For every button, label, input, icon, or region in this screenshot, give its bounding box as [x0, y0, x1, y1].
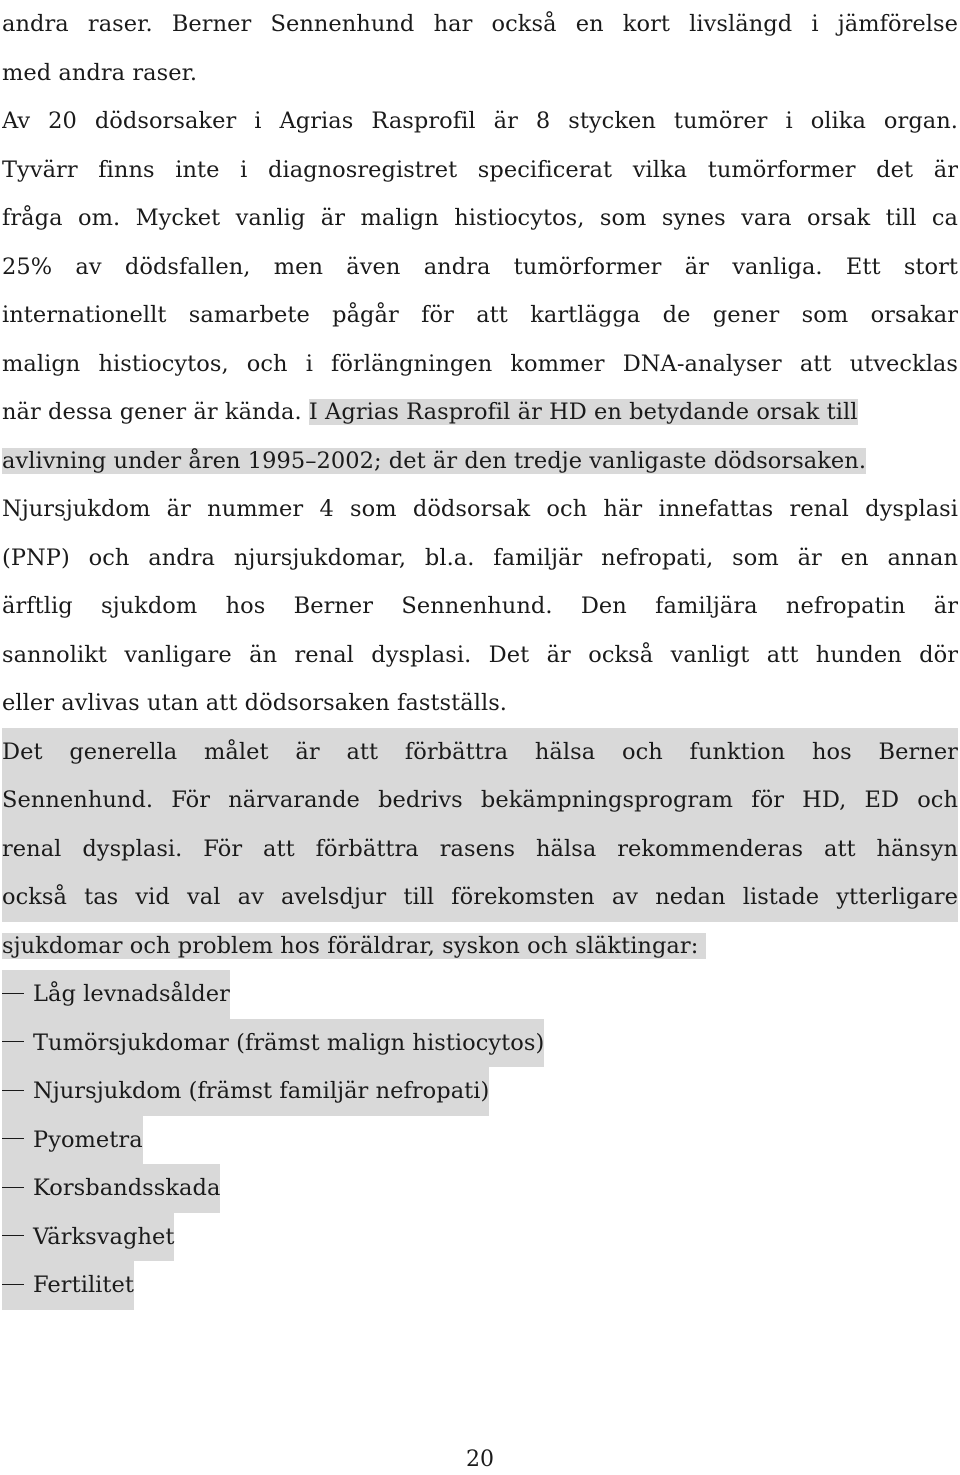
text-line: [2, 485, 958, 534]
text-span: med andra raser.: [2, 59, 198, 86]
list-item-label: Fertilitet: [33, 1272, 134, 1298]
highlighted-text: avlivning under åren 1995–2002; det är den tredje vanligaste dödsorsaken.: [2, 447, 867, 474]
dash-icon: [2, 1284, 24, 1285]
text-line: [2, 291, 958, 340]
list-item-content: [2, 1067, 489, 1116]
text-line: [2, 534, 958, 583]
list-item-content: [2, 1261, 134, 1310]
text-span: 25% av dödsfallen, men även andra tumörformer är vanliga. Ett stort: [2, 253, 958, 280]
list-item-label: Tumörsjukdomar (främst malign histiocytos): [33, 1029, 545, 1056]
text-line: [2, 97, 958, 146]
list-item-content: [2, 1164, 220, 1213]
text-line: [2, 194, 958, 243]
list-item-content: [2, 1116, 143, 1165]
text-span: fråga om. Mycket vanlig är malign histiocytos, som synes vara orsak till ca: [2, 205, 958, 231]
text-span: när dessa gener är kända.: [2, 399, 302, 425]
list-item-label: Låg levnadsålder: [33, 981, 230, 1007]
dash-icon: [2, 1187, 24, 1188]
list-item-content: [2, 1019, 544, 1068]
dash-icon: [2, 1138, 24, 1139]
text-span: Sennenhund. För närvarande bedrivs bekämpningsprogram för HD, ED och: [2, 787, 958, 813]
text-line: [2, 388, 958, 437]
list-item-label: Värksvaghet: [33, 1223, 175, 1250]
text-span: Det generella målet är att förbättra hälsa och funktion hos Berner: [2, 738, 958, 765]
highlighted-line: [2, 825, 958, 874]
text-span: eller avlivas utan att dödsorsaken fastställs.: [2, 690, 507, 716]
text-line: [2, 0, 958, 49]
list-item-label: Korsbandsskada: [33, 1175, 221, 1201]
text-line: [2, 437, 958, 486]
text-line: [2, 340, 958, 389]
text-line: [2, 146, 958, 195]
text-line: [2, 631, 958, 680]
list-item: [2, 1116, 958, 1165]
list-item: [2, 1261, 958, 1310]
list-item: [2, 1164, 958, 1213]
list-item: [2, 970, 958, 1019]
list-item-label: Njursjukdom (främst familjär nefropati): [33, 1078, 490, 1104]
highlighted-text: sjukdomar och problem hos föräldrar, syskon och släktingar:: [2, 933, 706, 959]
dash-icon: [2, 993, 24, 994]
text-span: Tyvärr finns inte i diagnosregistret specificerat vilka tumörformer det är: [2, 156, 958, 183]
text-span: sannolikt vanligare än renal dysplasi. Det är också vanligt att hunden dör: [2, 641, 958, 668]
text-line: [2, 679, 958, 728]
text-span: Av 20 dödsorsaker i Agrias Rasprofil är 8 stycken tumörer i olika organ.: [2, 108, 958, 134]
page-number: 20: [466, 1447, 494, 1472]
text-span: (PNP) och andra njursjukdomar, bl.a. familjär nefropati, som är en annan: [2, 544, 958, 571]
highlighted-line: [2, 728, 958, 777]
dash-icon: [2, 1235, 24, 1236]
document-page: [2, 0, 958, 1310]
text-span: internationellt samarbete pågår för att kartlägga de gener som orsakar: [2, 302, 958, 328]
text-span: renal dysplasi. För att förbättra rasens hälsa rekommenderas att hänsyn: [2, 835, 958, 862]
list-item-content: [2, 970, 230, 1019]
text-line: [2, 582, 958, 631]
text-span: andra raser. Berner Sennenhund har också en kort livslängd i jämförelse: [2, 11, 958, 37]
highlighted-line: [2, 873, 958, 922]
dash-icon: [2, 1041, 24, 1042]
text-line: [2, 243, 958, 292]
dash-icon: [2, 1090, 24, 1091]
text-line: [2, 49, 958, 98]
list-item-content: [2, 1213, 174, 1262]
text-span: malign histiocytos, och i förlängningen kommer DNA-analyser att utvecklas: [2, 350, 958, 377]
text-span: ärftlig sjukdom hos Berner Sennenhund. Den familjära nefropatin är: [2, 593, 958, 619]
text-span: Njursjukdom är nummer 4 som dödsorsak och här innefattas renal dysplasi: [2, 496, 958, 522]
list-item: [2, 1213, 958, 1262]
list-item: [2, 1067, 958, 1116]
highlighted-text: I Agrias Rasprofil är HD en betydande orsak till: [308, 399, 858, 425]
text-line: [2, 922, 958, 971]
highlighted-line: [2, 776, 958, 825]
text-span: också tas vid val av avelsdjur till förekomsten av nedan listade ytterligare: [2, 884, 958, 910]
list-item: [2, 1019, 958, 1068]
list-item-label: Pyometra: [33, 1126, 143, 1153]
